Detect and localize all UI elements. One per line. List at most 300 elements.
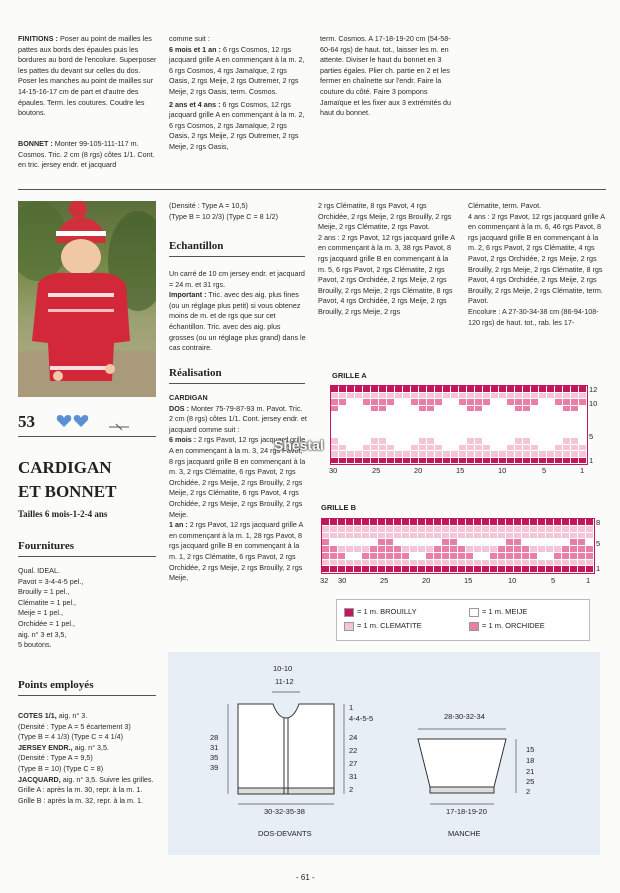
- stitch-cell: [442, 539, 450, 546]
- col2-6mois-text: 6 rgs Cosmos, 12 rgs jacquard grille A en commençant à la m. 2, 6 rgs Cosmos, 4 rgs Jamaïque, 2 rgs Oasis, 2 rgs Meije, 2 rgs Outremer, 2 rgs Meije, 2 rgs Oasis, term. Cosmos.: [169, 44, 305, 96]
- stitch-cell: [458, 546, 466, 553]
- grille-b-y-label: 5: [596, 539, 601, 548]
- stitch-cell: [386, 519, 394, 526]
- stitch-cell: [562, 546, 570, 553]
- realisation-heading: Réalisation: [169, 367, 222, 379]
- stitch-cell: [378, 546, 386, 553]
- col2-6mois-label: 6 mois et 1 an :: [169, 44, 221, 54]
- stitch-cell: [506, 526, 514, 533]
- stitch-cell: [370, 553, 378, 560]
- stitch-cell: [362, 566, 370, 573]
- stitch-cell: [330, 560, 338, 567]
- stitch-cell: [482, 553, 490, 560]
- grille-a-x-label: 25: [372, 466, 381, 475]
- stitch-cell: [354, 553, 362, 560]
- stitch-cell: [498, 560, 506, 567]
- stitch-cell: [402, 546, 410, 553]
- point-name: JACQUARD,: [18, 774, 61, 784]
- schema-bottom: 30-32-35-38: [264, 807, 305, 816]
- stitch-cell: [411, 458, 419, 465]
- stitch-cell: [354, 526, 362, 533]
- stitch-cell: [370, 539, 378, 546]
- stitch-cell: [410, 546, 418, 553]
- stitch-cell: [474, 519, 482, 526]
- stitch-cell: [386, 539, 394, 546]
- stitch-cell: [331, 458, 339, 465]
- stitch-cell: [410, 533, 418, 540]
- schema-top2: 11-12: [275, 677, 294, 686]
- title-divider: [18, 436, 156, 437]
- finitions-block: [18, 34, 158, 119]
- stitch-cell: [426, 533, 434, 540]
- stitch-cell: [419, 458, 427, 465]
- legend: [336, 599, 590, 641]
- stitch-cell: [338, 566, 346, 573]
- stitch-cell: [386, 560, 394, 567]
- stitch-cell: [562, 519, 570, 526]
- stitch-cell: [322, 519, 330, 526]
- stitch-cell: [402, 526, 410, 533]
- schema-left: 39: [210, 763, 219, 772]
- schema-label-manche: MANCHE: [448, 829, 481, 838]
- schema-left: 35: [210, 753, 219, 762]
- stitch-cell: [450, 560, 458, 567]
- stitch-cell: [498, 526, 506, 533]
- stitch-cell: [578, 560, 586, 567]
- grille-b-x-label: 1: [586, 576, 591, 585]
- stitch-cell: [418, 553, 426, 560]
- stitch-cell: [442, 560, 450, 567]
- stitch-cell: [378, 553, 386, 560]
- stitch-cell: [363, 458, 371, 465]
- stitch-cell: [514, 566, 522, 573]
- stitch-cell: [330, 533, 338, 540]
- stitch-cell: [586, 533, 594, 540]
- stitch-cell: [522, 533, 530, 540]
- stitch-cell: [362, 526, 370, 533]
- stitch-cell: [498, 546, 506, 553]
- point-text: (Densité : Type A = 5 écartement 3): [18, 721, 131, 731]
- point-name: COTES 1/1,: [18, 711, 57, 720]
- grille-a-x-label: 5: [542, 466, 547, 475]
- stitch-cell: [546, 526, 554, 533]
- stitch-cell: [378, 519, 386, 526]
- stitch-cell: [570, 533, 578, 540]
- grille-b-chart: [321, 518, 595, 574]
- stitch-cell: [530, 519, 538, 526]
- stitch-cell: [330, 546, 338, 553]
- difficulty-hearts-icon: [56, 414, 90, 433]
- schema-label-dos: DOS-DEVANTS: [258, 829, 312, 838]
- stitch-cell: [474, 560, 482, 567]
- stitch-cell: [434, 533, 442, 540]
- point-text: aig. n° 3,5. Suivre les grilles.: [62, 774, 154, 784]
- stitch-cell: [386, 566, 394, 573]
- stitch-cell: [514, 553, 522, 560]
- point-text: Grille A : après la m. 30, repr. à la m. 1.: [18, 785, 143, 795]
- stitch-cell: [514, 539, 522, 546]
- stitch-cell: [378, 560, 386, 567]
- schema-top1: 10-10: [273, 664, 293, 673]
- stitch-cell: [394, 526, 402, 533]
- stitch-cell: [346, 519, 354, 526]
- grille-a-x-label: 10: [498, 466, 507, 475]
- stitch-cell: [522, 546, 530, 553]
- stitch-cell: [458, 560, 466, 567]
- stitch-cell: [482, 519, 490, 526]
- stitch-cell: [490, 560, 498, 567]
- stitch-cell: [522, 539, 530, 546]
- stitch-cell: [554, 553, 562, 560]
- stitch-cell: [410, 560, 418, 567]
- stitch-cell: [538, 526, 546, 533]
- point-name: JERSEY ENDR.,: [18, 742, 73, 752]
- important-label: Important :: [169, 290, 207, 300]
- stitch-cell: [330, 566, 338, 573]
- stitch-cell: [562, 553, 570, 560]
- stitch-cell: [490, 566, 498, 573]
- stitch-cell: [426, 546, 434, 553]
- stitch-cell: [562, 560, 570, 567]
- stitch-cell: [562, 533, 570, 540]
- stitch-cell: [506, 546, 514, 553]
- stitch-cell: [490, 526, 498, 533]
- grille-b-x-label: 10: [508, 576, 517, 585]
- stitch-cell: [490, 546, 498, 553]
- stitch-cell: [394, 566, 402, 573]
- stitch-cell: [402, 566, 410, 573]
- fourniture-item: aig. n° 3 et 3,5,: [18, 629, 67, 639]
- grille-b-x-label: 30: [338, 576, 347, 585]
- stitch-cell: [570, 519, 578, 526]
- stitch-cell: [338, 519, 346, 526]
- stitch-cell: [499, 458, 507, 465]
- stitch-cell: [450, 519, 458, 526]
- stitch-cell: [394, 519, 402, 526]
- grille-b-y-label: 8: [596, 518, 601, 527]
- col3-text: term. Cosmos. A 17-18-19-20 cm (54-58-60-64 rgs) de haut. tot., laisser les m. en attente. Diviser le haut du bonnet en 3 parties égales. Plier ch. partie en 2 et les fermer en chaînette sur l'endr. Faire la couture du côté. Faire 3 pompons Jamaïque et les fixer aux 3 extrémités du haut du bonnet.: [320, 34, 452, 118]
- stitch-cell: [386, 533, 394, 540]
- finitions-text: Poser au point de mailles les pattes aux bords des épaules puis les bordures au bord de l'encolure. Superposer les pattes du devant sur celles du dos. Poser les manches au point de mailles sur 14-15-16-17 cm de part et d'autre des épaules. Term. les coutures. Coudre les boutons.: [18, 34, 157, 118]
- stitch-cell: [450, 553, 458, 560]
- stitch-cell: [570, 553, 578, 560]
- stitch-cell: [378, 566, 386, 573]
- stitch-cell: [466, 560, 474, 567]
- stitch-cell: [514, 526, 522, 533]
- stitch-cell: [355, 458, 363, 465]
- product-title-line1: CARDIGAN: [18, 458, 112, 477]
- stitch-cell: [466, 533, 474, 540]
- stitch-cell: [330, 553, 338, 560]
- stitch-cell: [346, 533, 354, 540]
- schema-sleeve-right: 18: [526, 756, 535, 765]
- stitch-cell: [387, 458, 395, 465]
- fournitures-list: [18, 566, 156, 651]
- stitch-cell: [346, 526, 354, 533]
- stitch-cell: [354, 533, 362, 540]
- stitch-cell: [475, 458, 483, 465]
- stitch-cell: [338, 546, 346, 553]
- stitch-cell: [362, 533, 370, 540]
- stitch-cell: [370, 533, 378, 540]
- density-text: (Densité : Type A = 10,5) (Type B = 10 2/3) (Type C = 8 1/2): [169, 201, 279, 221]
- stitch-cell: [538, 519, 546, 526]
- child-photo: [18, 201, 156, 397]
- stitch-cell: [434, 566, 442, 573]
- stitch-cell: [474, 553, 482, 560]
- stitch-cell: [586, 526, 594, 533]
- echantillon-divider: [169, 256, 305, 257]
- stitch-cell: [490, 553, 498, 560]
- 6mois-text: 2 rgs Pavot, 12 rgs jacquard grille A en commençant à la m. 3, 24 rgs Pavot, 8 rgs jacquard grille B en commençant à la m. 3, 2 rgs Clématite, 6 rgs Pavot, 2 rgs Orchidée, 2 rgs Meije, 2 rgs Brouilly, 2 rgs Meije, 2 rgs Clématite, 6 rgs Pavot, 4 rgs Orchidée, 2 rgs Meije, 2 rgs Brouilly, 2 rgs Meije.: [169, 435, 306, 519]
- stitch-cell: [379, 458, 387, 465]
- schema-right: 27: [349, 759, 358, 768]
- col2-2ans-label: 2 ans et 4 ans :: [169, 99, 221, 109]
- fourniture-item: Qual. IDEAL.: [18, 566, 60, 575]
- stitch-cell: [579, 458, 587, 465]
- stitch-cell: [578, 546, 586, 553]
- stitch-cell: [531, 458, 539, 465]
- stitch-cell: [506, 533, 514, 540]
- stitch-cell: [483, 458, 491, 465]
- stitch-cell: [378, 533, 386, 540]
- stitch-cell: [578, 553, 586, 560]
- stitch-cell: [378, 526, 386, 533]
- stitch-cell: [554, 533, 562, 540]
- grille-b-x-label: 32: [320, 576, 329, 585]
- stitch-cell: [362, 560, 370, 567]
- stitch-cell: [563, 458, 571, 465]
- stitch-cell: [539, 458, 547, 465]
- stitch-cell: [466, 539, 474, 546]
- stitch-cell: [522, 519, 530, 526]
- points-divider: [18, 695, 156, 696]
- stitch-cell: [466, 546, 474, 553]
- fournitures-heading: Fournitures: [18, 540, 75, 552]
- stitch-cell: [514, 519, 522, 526]
- stitch-cell: [418, 566, 426, 573]
- stitch-cell: [538, 566, 546, 573]
- stitch-cell: [354, 560, 362, 567]
- fourniture-item: Clématite = 1 pel.,: [18, 597, 77, 607]
- stitch-cell: [450, 539, 458, 546]
- right-col-text-1: 2 rgs Clématite, 8 rgs Pavot, 4 rgs Orchidée, 2 rgs Meije, 2 rgs Brouilly, 2 rgs Meije, 2 rgs Clématite, 2 rgs Pavot. 2 ans : 2 rgs Pavot, 12 rgs jacquard grille A en commençant à la m. 3, 38 rgs Pavot, 8 rgs jacquard grille B en commençant à la m. 5, 6 rgs Pavot, 2 rgs Clématite, 2 rgs Pavot, 2 rgs Orchidée, 2 rgs Meije, 2 rgs Brouilly, 2 rgs Meije, 2 rgs Clématite, 8 rgs Pavot, 4 rgs Orchidée, 2 rgs Meije, 2 rgs Brouilly, 2 rgs Meije, 2 rgs: [318, 201, 455, 316]
- stitch-cell: [426, 526, 434, 533]
- stitch-cell: [354, 539, 362, 546]
- stitch-cell: [410, 519, 418, 526]
- stitch-cell: [434, 526, 442, 533]
- stitch-cell: [346, 553, 354, 560]
- stitch-cell: [450, 533, 458, 540]
- grille-a-y-label: 1: [589, 456, 594, 465]
- stitch-cell: [586, 546, 594, 553]
- point-text: (Densité : Type A = 9,5): [18, 753, 93, 763]
- fournitures-divider: [18, 556, 156, 557]
- stitch-cell: [410, 526, 418, 533]
- point-text: Grille B : après la m. 32, repr. à la m. 1.: [18, 795, 144, 805]
- stitch-cell: [330, 526, 338, 533]
- stitch-cell: [506, 560, 514, 567]
- stitch-cell: [506, 566, 514, 573]
- stitch-cell: [458, 566, 466, 573]
- grille-b-x-label: 15: [464, 576, 473, 585]
- stitch-cell: [466, 553, 474, 560]
- stitch-cell: [514, 546, 522, 553]
- stitch-cell: [498, 539, 506, 546]
- stitch-cell: [538, 546, 546, 553]
- stitch-cell: [554, 560, 562, 567]
- important-text: Tric. avec des aig. plus fines (ou un réglage plus petit) si vous obtenez moins de m. et de rgs que sur cet échantillon. Tric. avec des aig. plus grosses (ou un réglage plus grand) dans le cas contraire.: [169, 290, 306, 353]
- stitch-cell: [386, 553, 394, 560]
- stitch-cell: [418, 526, 426, 533]
- stitch-cell: [435, 458, 443, 465]
- stitch-cell: [442, 526, 450, 533]
- stitch-cell: [426, 566, 434, 573]
- stitch-cell: [514, 533, 522, 540]
- col2-intro: comme suit :: [169, 34, 210, 43]
- stitch-cell: [346, 560, 354, 567]
- stitch-cell: [474, 546, 482, 553]
- grille-a-x-label: 15: [456, 466, 465, 475]
- bonnet-text: Monter 99-105-111-117 m. Cosmos. Tric. 2 cm (8 rgs) côtes 1/1. Cont. en tric. jersey endr. et jacquard: [18, 139, 155, 170]
- stitch-cell: [450, 526, 458, 533]
- stitch-cell: [498, 519, 506, 526]
- stitch-cell: [434, 539, 442, 546]
- product-title-line2: ET BONNET: [18, 482, 117, 501]
- stitch-cell: [347, 458, 355, 465]
- stitch-cell: [522, 560, 530, 567]
- stitch-cell: [322, 526, 330, 533]
- stitch-cell: [546, 519, 554, 526]
- stitch-cell: [370, 560, 378, 567]
- stitch-cell: [442, 566, 450, 573]
- point-text: aig. n° 3.: [58, 711, 88, 720]
- stitch-cell: [586, 566, 594, 573]
- grille-a-y-label: 5: [589, 432, 594, 441]
- stitch-cell: [586, 519, 594, 526]
- schema-left: 31: [210, 743, 219, 752]
- schema-right-top2: 4-4-5-5: [349, 714, 374, 723]
- stitch-cell: [450, 566, 458, 573]
- stitch-cell: [530, 546, 538, 553]
- 1an-text: 2 rgs Pavot, 12 rgs jacquard grille A en commençant à la m. 1, 28 rgs Pavot, 8 rgs jacquard grille B en commençant à la m. 1, 2 rgs Clématite, 6 rgs Pavot, 2 rgs Orchidée, 2 rgs Meije, 2 rgs Brouilly, 2 rgs Meije,: [169, 520, 303, 583]
- stitch-cell: [442, 546, 450, 553]
- stitch-cell: [378, 539, 386, 546]
- stitch-cell: [394, 539, 402, 546]
- stitch-cell: [530, 526, 538, 533]
- schema-right-top: 1: [349, 703, 354, 712]
- stitch-cell: [402, 539, 410, 546]
- grille-b-x-label: 5: [551, 576, 556, 585]
- stitch-cell: [578, 519, 586, 526]
- grille-a-y-label: 10: [589, 399, 598, 408]
- bonnet-block: [18, 139, 158, 171]
- stitch-cell: [354, 519, 362, 526]
- stitch-cell: [394, 553, 402, 560]
- 6mois-label: 6 mois :: [169, 435, 197, 445]
- page-number: - 61 -: [296, 873, 315, 882]
- stitch-cell: [490, 533, 498, 540]
- stitch-cell: [586, 539, 594, 546]
- stitch-cell: [467, 458, 475, 465]
- stitch-cell: [554, 546, 562, 553]
- schema-right: 31: [349, 772, 358, 781]
- stitch-cell: [562, 566, 570, 573]
- schema-sleeve-right: 2: [526, 787, 531, 796]
- stitch-cell: [538, 560, 546, 567]
- cardigan-heading: CARDIGAN: [169, 393, 208, 402]
- stitch-cell: [578, 539, 586, 546]
- stitch-cell: [322, 566, 330, 573]
- stitch-cell: [418, 519, 426, 526]
- stitch-cell: [442, 519, 450, 526]
- legend-meije: = 1 m. MEIJE: [482, 607, 528, 616]
- schema-right: 24: [349, 733, 358, 742]
- fourniture-item: Orchidée = 1 pel.,: [18, 618, 75, 628]
- stitch-cell: [458, 519, 466, 526]
- schema-right: 2: [349, 785, 354, 794]
- stitch-cell: [586, 553, 594, 560]
- stitch-cell: [346, 539, 354, 546]
- stitch-cell: [474, 539, 482, 546]
- stitch-cell: [554, 566, 562, 573]
- stitch-cell: [506, 539, 514, 546]
- stitch-cell: [507, 458, 515, 465]
- right-col-text-2: Clématite, term. Pavot. 4 ans : 2 rgs Pavot, 12 rgs jacquard grille A en commençant à la m. 6, 46 rgs Pavot, 8 rgs jacquard grille B en commençant à la m. 2, 6 rgs Pavot, 2 rgs Clématite, 4 rgs Pavot, 2 rgs Orchidée, 2 rgs Meije, 2 rgs Brouilly, 2 rgs Meije, 2 rgs Clématite, 8 rgs Pavot, 4 rgs Orchidée, 2 rgs Meije, 2 rgs Brouilly, 2 rgs Meije, 2 rgs Clématite, term. Pavot. Encolure : A 27-30-34-38 cm (86-94-108-120 rgs) de haut. tot., rab. les 17-: [468, 201, 605, 327]
- stitch-cell: [426, 560, 434, 567]
- stitch-cell: [458, 539, 466, 546]
- stitch-cell: [490, 539, 498, 546]
- stitch-cell: [410, 539, 418, 546]
- stitch-cell: [530, 566, 538, 573]
- stitch-cell: [370, 519, 378, 526]
- stitch-cell: [562, 539, 570, 546]
- stitch-cell: [402, 560, 410, 567]
- echantillon-heading: Echantillon: [169, 240, 224, 252]
- stitch-cell: [386, 526, 394, 533]
- stitch-cell: [339, 458, 347, 465]
- stitch-cell: [338, 539, 346, 546]
- stitch-cell: [538, 539, 546, 546]
- echantillon-block: [169, 269, 307, 354]
- stitch-cell: [418, 539, 426, 546]
- stitch-cell: [394, 533, 402, 540]
- stitch-cell: [338, 553, 346, 560]
- stitch-cell: [410, 553, 418, 560]
- stitch-cell: [402, 519, 410, 526]
- model-number: 53: [18, 412, 35, 431]
- point-text: aig. n° 3,5.: [74, 742, 110, 752]
- stitch-cell: [458, 526, 466, 533]
- stitch-cell: [474, 526, 482, 533]
- stitch-cell: [370, 526, 378, 533]
- fourniture-item: Meije = 1 pel.,: [18, 608, 63, 618]
- stitch-cell: [322, 553, 330, 560]
- stitch-cell: [490, 519, 498, 526]
- grille-a-chart: [330, 385, 588, 465]
- stitch-cell: [466, 566, 474, 573]
- stitch-cell: [523, 458, 531, 465]
- schema-drawing: [168, 652, 600, 855]
- stitch-cell: [434, 560, 442, 567]
- points-heading: Points employés: [18, 679, 94, 691]
- realisation-block: [169, 393, 307, 584]
- dos-label: DOS :: [169, 403, 189, 413]
- stitch-cell: [322, 539, 330, 546]
- stitch-cell: [442, 533, 450, 540]
- stitch-cell: [546, 546, 554, 553]
- dos-text: Monter 75-79-87-93 m. Pavot. Tric. 2 cm (8 rgs) côtes 1/1. Cont. jersey endr. et jacquard comme suit :: [169, 403, 307, 434]
